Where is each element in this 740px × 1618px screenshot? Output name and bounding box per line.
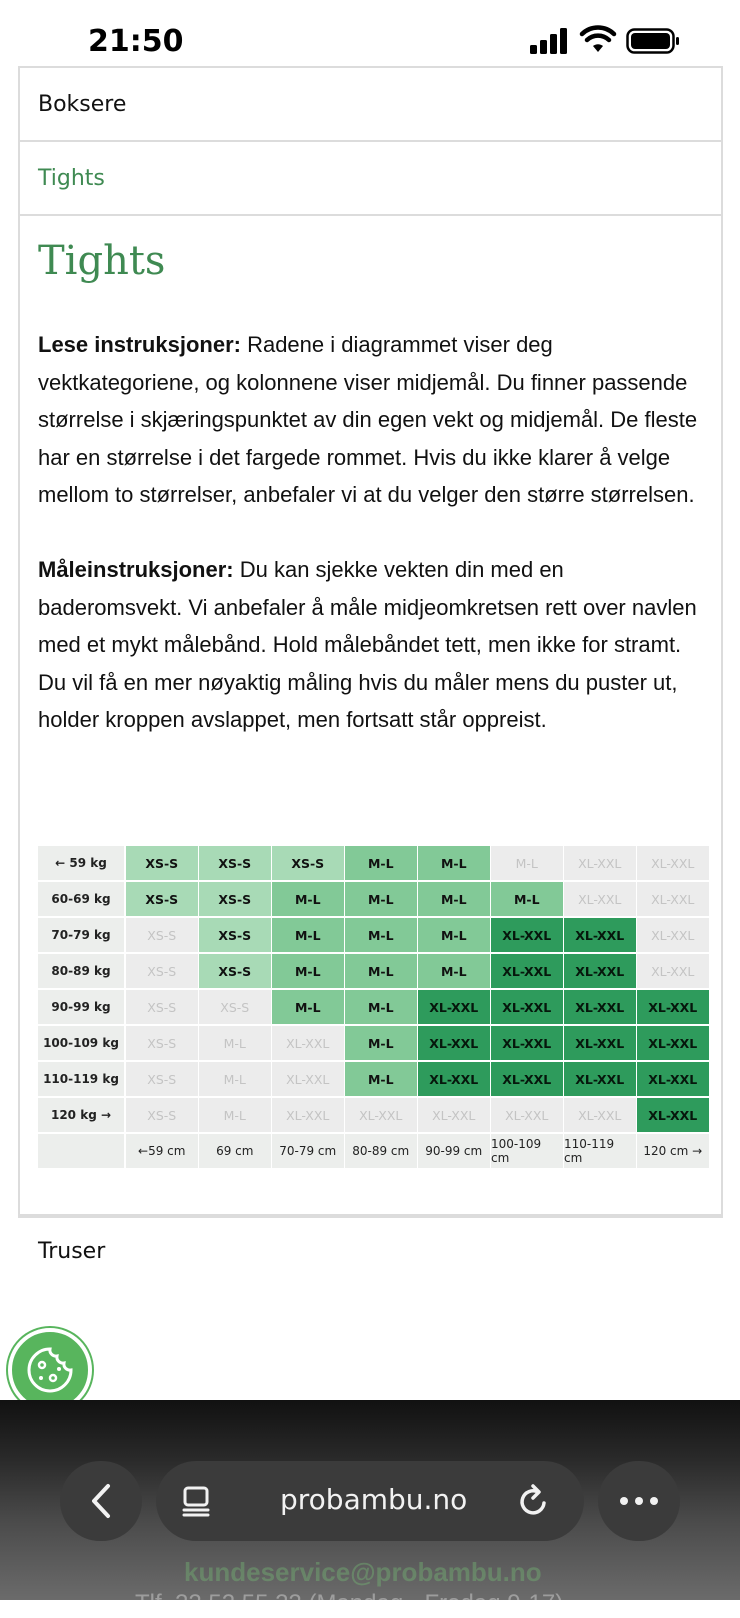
- size-cell: XL-XXL: [637, 1098, 709, 1132]
- size-cell: M-L: [345, 1026, 417, 1060]
- weight-label: 80-89 kg: [38, 954, 124, 988]
- corner-cell: [38, 1134, 124, 1168]
- url-text: probambu.no: [280, 1483, 468, 1516]
- waist-label: 120 cm →: [637, 1134, 709, 1168]
- more-options-button[interactable]: [598, 1461, 680, 1541]
- weight-label: 70-79 kg: [38, 918, 124, 952]
- size-cell: M-L: [418, 954, 490, 988]
- size-cell: XL-XXL: [564, 1026, 636, 1060]
- table-row: [38, 882, 710, 918]
- size-cell: XL-XXL: [637, 1026, 709, 1060]
- waist-label: 100-109 cm: [491, 1134, 563, 1168]
- size-cell: XL-XXL: [637, 954, 709, 988]
- size-cell: XL-XXL: [637, 990, 709, 1024]
- size-cell: XL-XXL: [564, 954, 636, 988]
- size-cell: XS-S: [126, 918, 198, 952]
- size-cell: XL-XXL: [491, 990, 563, 1024]
- size-cell: M-L: [418, 846, 490, 880]
- size-cell: XL-XXL: [491, 918, 563, 952]
- reading-instructions-heading: Lese instruksjoner:: [38, 332, 241, 357]
- size-cell: M-L: [272, 882, 344, 916]
- size-cell: M-L: [345, 846, 417, 880]
- waist-label: 90-99 cm: [418, 1134, 490, 1168]
- size-cell: XL-XXL: [272, 1026, 344, 1060]
- waist-label: 80-89 cm: [345, 1134, 417, 1168]
- size-cell: XS-S: [199, 990, 271, 1024]
- measuring-instructions-heading: Måleinstruksjoner:: [38, 556, 234, 582]
- tights-panel: [20, 216, 721, 1216]
- browser-toolbar: [0, 1400, 740, 1617]
- size-cell: XL-XXL: [564, 846, 636, 880]
- size-cell: XS-S: [126, 954, 198, 988]
- chevron-left-icon: [88, 1483, 114, 1519]
- size-cell: XS-S: [126, 1098, 198, 1132]
- size-cell: M-L: [418, 882, 490, 916]
- accordion-item-tights[interactable]: [20, 142, 721, 216]
- waist-label: 70-79 cm: [272, 1134, 344, 1168]
- accordion-item-boksere[interactable]: [20, 68, 721, 142]
- size-cell: XL-XXL: [564, 1098, 636, 1132]
- reading-instructions: [38, 326, 708, 514]
- size-cell: M-L: [272, 990, 344, 1024]
- size-cell: M-L: [491, 846, 563, 880]
- panel-title: Tights: [38, 238, 166, 284]
- size-cell: XS-S: [272, 846, 344, 880]
- more-dots-icon: [619, 1496, 659, 1506]
- size-cell: M-L: [418, 918, 490, 952]
- accordion-item-label: Truser: [38, 1238, 106, 1264]
- waist-label: 69 cm: [199, 1134, 271, 1168]
- accordion-item-truser[interactable]: [20, 1214, 721, 1286]
- weight-label: 60-69 kg: [38, 882, 124, 916]
- weight-label: 90-99 kg: [38, 990, 124, 1024]
- size-cell: XL-XXL: [418, 1098, 490, 1132]
- table-row: [38, 1026, 710, 1062]
- weight-label: 100-109 kg: [38, 1026, 124, 1060]
- weight-label: ← 59 kg: [38, 846, 124, 880]
- size-cell: XL-XXL: [491, 954, 563, 988]
- back-button[interactable]: [60, 1461, 142, 1541]
- waist-label: 110-119 cm: [564, 1134, 636, 1168]
- size-cell: XL-XXL: [564, 918, 636, 952]
- table-row: [38, 1098, 710, 1134]
- wifi-icon: [580, 28, 616, 54]
- size-cell: XL-XXL: [345, 1098, 417, 1132]
- table-row: [38, 990, 710, 1026]
- size-cell: XL-XXL: [637, 882, 709, 916]
- size-cell: XS-S: [199, 918, 271, 952]
- size-cell: M-L: [491, 882, 563, 916]
- size-cell: XL-XXL: [491, 1062, 563, 1096]
- size-cell: M-L: [272, 954, 344, 988]
- size-cell: XL-XXL: [637, 846, 709, 880]
- size-cell: XL-XXL: [418, 1062, 490, 1096]
- size-cell: XS-S: [126, 1062, 198, 1096]
- size-cell: XL-XXL: [491, 1026, 563, 1060]
- size-cell: M-L: [199, 1098, 271, 1132]
- table-row: [38, 918, 710, 954]
- size-cell: M-L: [345, 1062, 417, 1096]
- background-phone: Tlf. 22 52 55 22 (Mandag - Fredag 9-17): [135, 1590, 564, 1617]
- size-cell: M-L: [345, 882, 417, 916]
- size-cell: XL-XXL: [637, 1062, 709, 1096]
- size-cell: M-L: [199, 1062, 271, 1096]
- size-cell: XS-S: [126, 882, 198, 916]
- measuring-instructions: [38, 551, 708, 739]
- cellular-signal-icon: [530, 28, 570, 54]
- size-cell: XL-XXL: [491, 1098, 563, 1132]
- status-icons: [530, 28, 680, 54]
- size-cell: XS-S: [126, 1026, 198, 1060]
- reload-icon[interactable]: [518, 1483, 550, 1519]
- background-email: kundeservice@probambu.no: [184, 1557, 542, 1587]
- weight-label: 110-119 kg: [38, 1062, 124, 1096]
- size-cell: M-L: [345, 918, 417, 952]
- size-cell: XS-S: [126, 846, 198, 880]
- accordion-item-label: Boksere: [38, 91, 127, 117]
- size-cell: XS-S: [199, 954, 271, 988]
- size-cell: M-L: [272, 918, 344, 952]
- size-cell: XL-XXL: [418, 1026, 490, 1060]
- weight-label: 120 kg →: [38, 1098, 124, 1132]
- size-cell: XL-XXL: [564, 882, 636, 916]
- size-cell: M-L: [345, 954, 417, 988]
- size-cell: M-L: [345, 990, 417, 1024]
- accordion-item-label: Tights: [38, 165, 105, 191]
- address-bar[interactable]: [156, 1461, 584, 1541]
- size-cell: XL-XXL: [564, 1062, 636, 1096]
- table-row: [38, 846, 710, 882]
- page-menu-icon: [182, 1485, 212, 1517]
- cookie-icon: [25, 1345, 75, 1395]
- size-cell: XL-XXL: [272, 1062, 344, 1096]
- size-cell: XL-XXL: [418, 990, 490, 1024]
- size-cell: XS-S: [199, 846, 271, 880]
- status-time: 21:50: [88, 24, 184, 59]
- reading-instructions-text: Radene i diagrammet viser deg vektkategoriene, og kolonnene viser midjemål. Du finner passende størrelse i skjæringspunktet av din egen vekt og midjemål. De fleste har en størrelse i det fargede rommet. Hvis du ikke klarer å velge mellom to størrelser, anbefaler vi at du velger den større størrelsen.: [38, 332, 698, 508]
- battery-icon: [626, 28, 680, 54]
- size-chart-table: [38, 846, 710, 1170]
- size-guide-accordion: [18, 66, 723, 1264]
- table-row: [38, 954, 710, 990]
- status-bar: [0, 0, 740, 66]
- size-cell: M-L: [199, 1026, 271, 1060]
- size-cell: XL-XXL: [564, 990, 636, 1024]
- size-cell: XL-XXL: [637, 918, 709, 952]
- size-cell: XL-XXL: [272, 1098, 344, 1132]
- waist-label: ←59 cm: [126, 1134, 198, 1168]
- measuring-instructions-text: Du kan sjekke vekten din med en baderomsvekt. Vi anbefaler å måle midjeomkretsen rett over navlen med et mykt målebånd. Hold målebåndet tett, men ikke for stramt. Du vil få en mer nøyaktig måling hvis du måler mens du puster ut, holder kroppen avslappet, men fortsatt står oppreist.: [38, 556, 697, 733]
- size-cell: XS-S: [199, 882, 271, 916]
- waist-label-row: [38, 1134, 710, 1170]
- table-row: [38, 1062, 710, 1098]
- size-cell: XS-S: [126, 990, 198, 1024]
